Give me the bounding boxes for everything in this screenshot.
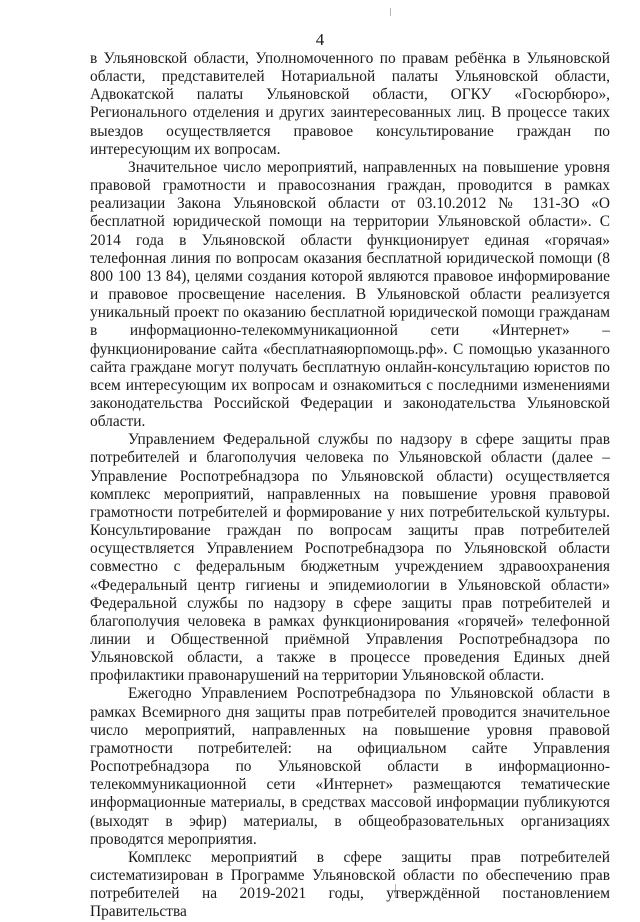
page-number: 4 xyxy=(315,30,325,49)
paragraph-5: Комплекс мероприятий в сфере защиты прав потребителей систематизирован в Программе Ульяновской области по обеспечению прав потребителей на 2019-2021 годы, утверждённой постановлением Правительства xyxy=(90,848,610,921)
paragraph-4: Ежегодно Управлением Роспотребнадзора по Ульяновской области в рамках Всемирного дня защиты прав потребителей проводится значительное число мероприятий, направленных на повышение уровня правовой грамотности потребителей: на официальном сайте Управления Роспотребнадзора по Ульяновской области в информационно-телекоммуникационной сети «Интернет» размещаются тематические информационные материалы, в средствах массовой информации публикуются (выходят в эфир) материалы, в общеобразовательных организациях проводятся мероприятия. xyxy=(90,685,610,848)
body-text xyxy=(90,50,610,922)
scan-mark-top xyxy=(390,8,391,16)
paragraph-3: Управлением Федеральной службы по надзору в сфере защиты прав потребителей и благополучия человека по Ульяновской области (далее – Управление Роспотребнадзора по Ульяновской области) осуществляется комплекс мероприятий, направленных на повышение уровня правовой грамотности потребителей и формирование у них потребительской культуры. Консультирование граждан по вопросам защиты прав потребителей осуществляется Управлением Роспотребнадзора по Ульяновской области совместно с федеральным бюджетным учреждением здравоохранения «Федеральный центр гигиены и эпидемиологии в Ульяновской области» Федеральной службы по надзору в сфере защиты прав потребителей и благополучия человека в рамках функционирования «горячей» телефонной линии и Общественной приёмной Управления Роспотребнадзора по Ульяновской области, а также в процессе проведения Единых дней профилактики правонарушений на территории Ульяновской области. xyxy=(90,431,610,685)
paragraph-2: Значительное число мероприятий, направленных на повышение уровня правовой грамотности и правосознания граждан, проводится в рамках реализации Закона Ульяновской области от 03.10.2012 № 131-ЗО «О бесплатной юридической помощи на территории Ульяновской области». С 2014 года в Ульяновской области функционирует единая «горячая» телефонная линия по вопросам оказания бесплатной юридической помощи (8 800 100 13 84), целями создания которой являются правовое информирование и правовое просвещение населения. В Ульяновской области реализуется уникальный проект по оказанию бесплатной юридической помощи гражданам в информационно-телекоммуникационной сети «Интернет» – функционирование сайта «бесплатнаяюрпомощь.рф». С помощью указанного сайта граждане могут получать бесплатную онлайн-консультацию юристов по всем интересующим их вопросам и ознакомиться с последними изменениями законодательства Российской Федерации и законодательства Ульяновской области. xyxy=(90,158,610,431)
paragraph-1: в Ульяновской области, Уполномоченного по правам ребёнка в Ульяновской области, представителей Нотариальной палаты Ульяновской области, Адвокатской палаты Ульяновской области, ОГКУ «Госюрбюро», Регионального отделения и других заинтересованных лиц. В процессе таких выездов осуществляется правовое консультирование граждан по интересующим их вопросам. xyxy=(90,50,610,158)
